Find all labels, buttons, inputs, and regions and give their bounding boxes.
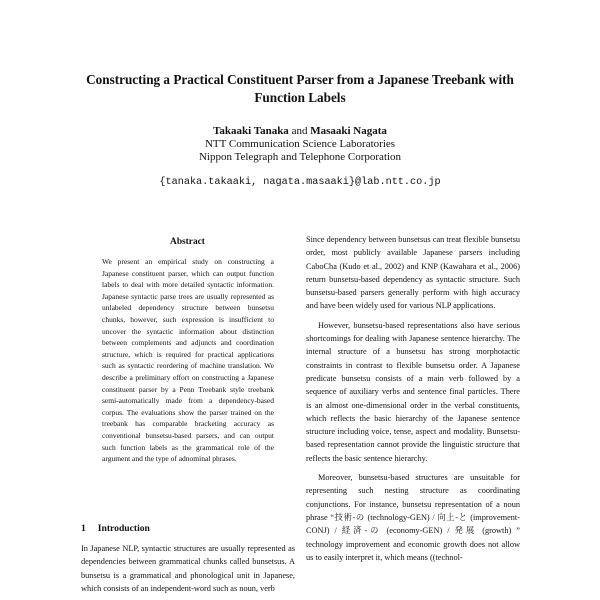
paper-title: Constructing a Practical Constituent Parser from a Japanese Treebank with Function Labels bbox=[86, 72, 514, 105]
left-column-body bbox=[81, 542, 295, 596]
author-email: {tanaka.takaaki, nagata.masaaki}@lab.ntt.co.jp bbox=[159, 177, 441, 188]
intro-paragraph: In Japanese NLP, syntactic structures are usually represented as dependencies between grammatical chunks called bunsetsus. A bunsetsu is a grammatical and phonological unit in Japanese, which consists of an independent-word such as noun, verb bbox=[81, 544, 295, 594]
right-paragraph-3: Moreover, bunsetsu-based structures are unsuitable for representing such nesting structure as coordinating conjunctions. For instance, bunsetsu representation of a noun phrase “技術-の (technology-GEN) / 向上-と (improvement-CONJ) / 経済-の (economy-GEN) / 発展 (growth) ” technology improvement and economic growth does not allow us to easily interpret it, which means ((technol- bbox=[306, 473, 520, 562]
right-paragraph-2: However, bunsetsu-based representations also have serious shortcomings for dealing with Japanese sentence hierarchy. The internal structure of a bunsetsu has strong morphotactic constraints in contrast to flexible bunsetsu order. A Japanese predicate bunsetsu consists of a main verb followed by a sequence of auxiliary verbs and sentence final particles. There is an almost one-dimensional order in the verbal constituents, which reflects the basic hierarchy of the Japanese sentence structure including voice, tense, aspect and modality. Bunsetsu-based representation cannot provide the linguistic structure that reflects the basic sentence hierarchy. bbox=[306, 320, 520, 463]
section-number: 1 bbox=[81, 523, 86, 534]
author-conjunction: and bbox=[291, 125, 308, 137]
affiliation-2: Nippon Telegraph and Telephone Corporation bbox=[198, 151, 402, 163]
right-paragraph-1: Since dependency between bunsetsus can treat flexible bunsetsu order, most publicly available Japanese parsers including CaboCha (Kudo et al., 2002) and KNP (Kawahara et al., 2006) return bunsetsu-based dependency as syntactic structure. Such bunsetsu-based parsers generally perform with high accuracy and have been widely used for various NLP applications. bbox=[306, 235, 520, 311]
right-column-body bbox=[306, 233, 520, 570]
section-title: Introduction bbox=[97, 523, 150, 534]
author-names bbox=[100, 125, 500, 138]
section-heading-introduction bbox=[81, 523, 162, 534]
abstract-text: We present an empirical study on constructing a Japanese constituent parser, which can output function labels to deal with more detailed syntactic information. Japanese syntactic parse trees are usually represented as unlabeled dependency structure between bunsetsu chunks, however, such expression is insufficient to uncover the syntactic information about distinction between complements and adjuncts and coordination structure, which is required for practical applications such as syntactic reordering of machine translation. We describe a preliminary effort on constructing a Japanese constituent parser by a Penn Treebank style treebank semi-automatically made from a dependency-based corpus. The evaluations show the parser trained on the treebank has comparable bracketing accuracy as conventional bunsetsu-based parsers, and can output such function labels as the grammatical role of the argument and the type of adnominal phrases. bbox=[102, 257, 274, 464]
affiliation-1: NTT Communication Science Laboratories bbox=[204, 138, 396, 150]
abstract-heading: Abstract bbox=[170, 237, 205, 247]
author-1: Takaaki Tanaka bbox=[213, 125, 289, 137]
author-2: Masaaki Nagata bbox=[310, 125, 387, 137]
author-block bbox=[100, 125, 500, 164]
